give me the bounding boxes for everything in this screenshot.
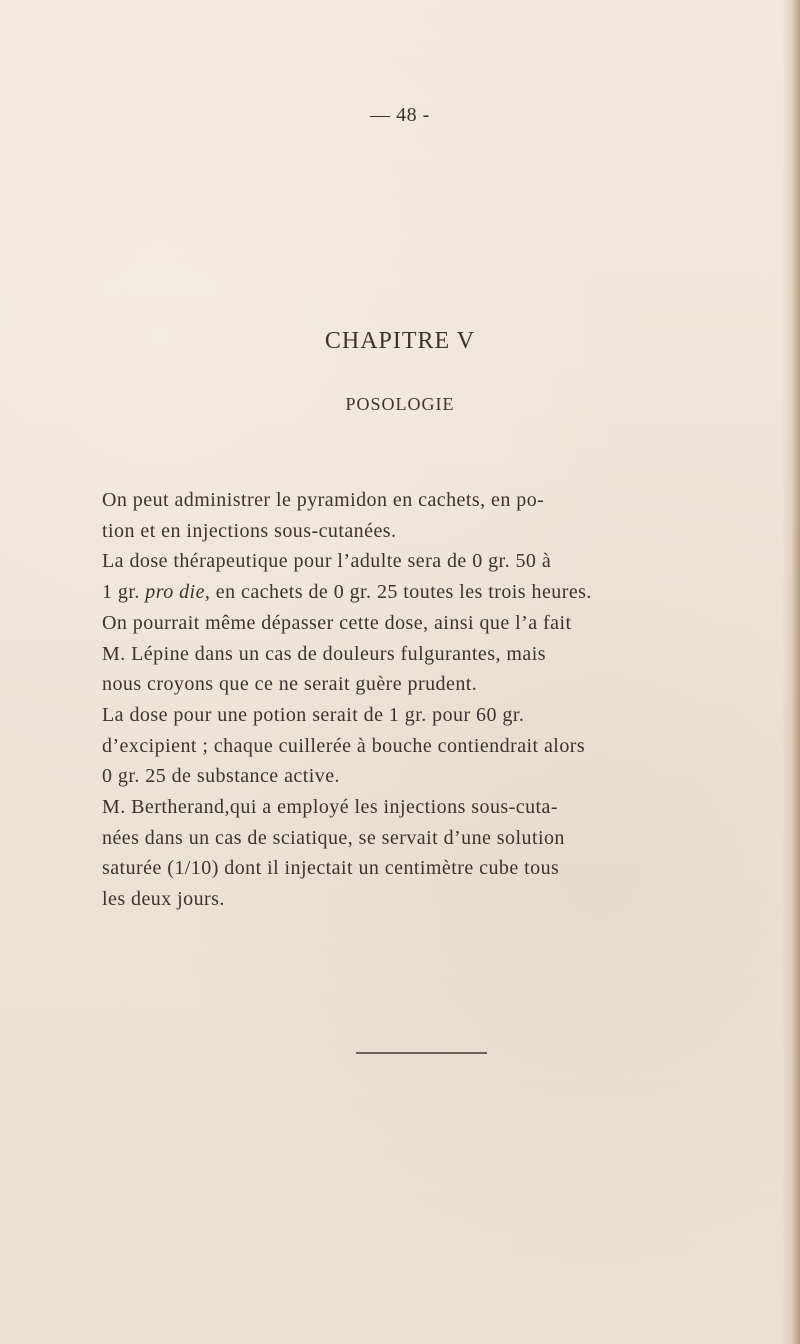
body-text: [81, 485, 765, 915]
italic-fragment: pro die: [145, 581, 205, 604]
paragraph: [81, 792, 765, 915]
text-fragment: 1 gr.: [102, 581, 146, 604]
text-line: d’excipient ; chaque cuillerée à bouche contiendrait alors: [102, 734, 586, 757]
text-line: On peut administrer le pyramidon en cachets, en po-: [102, 489, 545, 511]
chapter-title: CHAPITRE V: [324, 328, 476, 354]
text-line: La dose pour une potion serait de 1 gr. pour 60 gr.: [102, 703, 525, 726]
text-line: saturée (1/10) dont il injectait un centimètre cube tous: [102, 857, 560, 880]
section-divider: [356, 1052, 487, 1054]
paragraph: [81, 546, 765, 700]
text-line: nées dans un cas de sciatique, se servait d’une solution: [102, 826, 565, 849]
section-title: POSOLOGIE: [345, 394, 455, 414]
text-line: les deux jours.: [102, 888, 225, 911]
text-line: 0 gr. 25 de substance active.: [102, 765, 340, 788]
text-line: tion et en injections sous-cutanées.: [102, 519, 397, 542]
text-fragment: , en cachets de 0 gr. 25 toutes les trois heures.: [204, 581, 592, 604]
text-line-with-italic: [81, 577, 765, 608]
text-line: M. Bertherand,qui a employé les injections sous-cuta-: [102, 796, 558, 819]
text-line: La dose thérapeutique pour l’adulte sera de 0 gr. 50 à: [102, 550, 552, 573]
page-number: — 48 -: [370, 104, 430, 126]
text-line: On pourrait même dépasser cette dose, ainsi que l’a fait: [102, 611, 572, 634]
page-edge: [782, 0, 800, 1344]
paragraph: [81, 700, 765, 792]
paragraph: [81, 485, 765, 546]
text-line: M. Lépine dans un cas de douleurs fulgurantes, mais: [102, 642, 546, 665]
text-line: nous croyons que ce ne serait guère prudent.: [102, 673, 478, 696]
